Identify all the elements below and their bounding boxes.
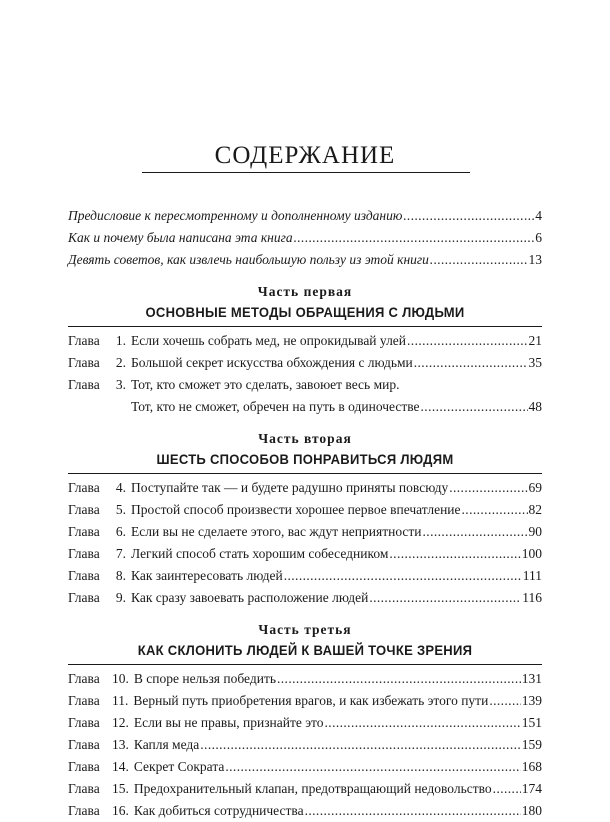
chapter-number: 6. [115, 524, 126, 539]
chapter-body [131, 477, 542, 499]
preface-entry[interactable] [68, 249, 542, 271]
page-number: 35 [528, 355, 542, 370]
page-number: 90 [528, 524, 542, 539]
chapter-label: Глава [68, 546, 100, 561]
page-number: 69 [528, 480, 542, 495]
chapter-number: 3. [115, 377, 126, 392]
chapter-body [134, 734, 542, 756]
chapter-number: 9. [115, 590, 126, 605]
chapter-title: Легкий способ стать хорошим собеседником [131, 546, 389, 561]
chapter-body [134, 712, 542, 734]
chapter-row[interactable] [68, 712, 542, 734]
chapter-label: Глава [68, 355, 100, 370]
part-section [68, 430, 542, 609]
page-number: 21 [528, 333, 542, 348]
chapter-body [131, 330, 542, 352]
chapter-title: В споре нельзя победить [133, 671, 276, 686]
chapter-entry[interactable] [131, 521, 542, 543]
dot-leader [389, 543, 520, 565]
chapter-row[interactable] [68, 477, 542, 499]
chapter-title: Секрет Сократа [133, 759, 225, 774]
chapter-row[interactable] [68, 352, 542, 374]
part-title: КАК СКЛОНИТЬ ЛЮДЕЙ К ВАШЕЙ ТОЧКЕ ЗРЕНИЯ [137, 642, 473, 658]
chapter-number: 14. [112, 759, 129, 774]
chapter-row[interactable] [68, 499, 542, 521]
chapter-label: Глава [68, 671, 100, 686]
parts-list [68, 283, 542, 822]
dot-leader [225, 756, 520, 778]
part-title: ОСНОВНЫЕ МЕТОДЫ ОБРАЩЕНИЯ С ЛЮДЬМИ [145, 304, 465, 320]
chapter-body [133, 690, 542, 712]
chapter-label: Глава [68, 333, 100, 348]
chapter-number: 15. [112, 781, 129, 796]
chapter-number: 1. [115, 333, 126, 348]
chapter-number: 8. [115, 568, 126, 583]
chapter-label: Глава [68, 502, 100, 517]
chapter-label: Глава [68, 377, 100, 392]
chapter-title: Если вы не правы, признайте это [133, 715, 324, 730]
chapter-title: Если вы не сделаете этого, вас ждут неприятности [131, 524, 422, 539]
chapter-title: Как добиться сотрудничества [133, 803, 304, 818]
dot-leader [325, 712, 521, 734]
dot-leader [462, 499, 528, 521]
dot-leader [294, 227, 535, 249]
chapter-body [131, 543, 542, 565]
chapter-row[interactable] [68, 668, 542, 690]
dot-leader [423, 521, 528, 543]
chapter-row[interactable] [68, 734, 542, 756]
page-number: 111 [522, 568, 542, 583]
chapter-title-line1: Тот, кто сможет это сделать, завоюет весь мир. [131, 377, 400, 392]
chapter-body [131, 374, 542, 418]
part-divider [68, 473, 542, 474]
page-number: 6 [535, 230, 542, 245]
chapter-entry[interactable] [131, 330, 542, 352]
chapter-entry[interactable] [131, 499, 542, 521]
page-number: 100 [521, 546, 542, 561]
page-number: 139 [521, 693, 542, 708]
part-section [68, 283, 542, 418]
chapter-body [134, 800, 542, 822]
chapter-title: Предохранительный клапан, предотвращающий недовольство [133, 781, 492, 796]
chapter-number: 4. [115, 480, 126, 495]
title-underline [142, 172, 470, 173]
page-number: 48 [528, 399, 542, 414]
chapter-body [131, 521, 542, 543]
chapter-label: Глава [68, 568, 100, 583]
part-label: Часть первая [257, 284, 353, 299]
chapter-entry[interactable] [131, 477, 542, 499]
chapter-title: Большой секрет искусства обхождения с людьми [131, 355, 413, 370]
dot-leader [421, 396, 528, 418]
chapter-number: 16. [112, 803, 129, 818]
dot-leader [489, 690, 520, 712]
dot-leader [305, 800, 521, 822]
chapter-body [134, 756, 542, 778]
page-number: 168 [521, 759, 542, 774]
chapter-body [131, 352, 542, 374]
chapter-entry[interactable] [134, 800, 542, 822]
chapter-number: 13. [112, 737, 129, 752]
page-number: 151 [521, 715, 542, 730]
page-number: 116 [522, 590, 542, 605]
chapter-entry[interactable] [134, 668, 542, 690]
preface-title: Девять советов, как извлечь наибольшую пользу из этой книги [68, 252, 429, 267]
chapter-title: Верный путь приобретения врагов, и как избежать этого пути [133, 693, 489, 708]
part-divider [68, 664, 542, 665]
chapter-label: Глава [68, 524, 100, 539]
chapter-title: Если хочешь собрать мед, не опрокидывай улей [131, 333, 407, 348]
part-divider [68, 326, 542, 327]
dot-leader [284, 565, 522, 587]
chapter-label: Глава [68, 480, 100, 495]
dot-leader [430, 249, 528, 271]
chapter-row[interactable] [68, 565, 542, 587]
part-label: Часть вторая [258, 431, 352, 446]
page-number: 13 [528, 252, 542, 267]
dot-leader [414, 352, 528, 374]
preface-entry[interactable] [68, 227, 542, 249]
chapter-entry[interactable] [134, 734, 542, 756]
chapter-entry[interactable] [131, 587, 542, 609]
chapter-entry[interactable] [133, 690, 542, 712]
chapter-row[interactable] [68, 800, 542, 822]
page-number: 180 [521, 803, 542, 818]
chapter-title: Капля меда [133, 737, 200, 752]
page-number: 131 [521, 671, 542, 686]
preface-title: Предисловие к пересмотренному и дополненному изданию [68, 208, 403, 223]
chapter-entry[interactable] [134, 756, 542, 778]
chapter-entry[interactable] [134, 712, 542, 734]
part-title: ШЕСТЬ СПОСОБОВ ПОНРАВИТЬСЯ ЛЮДЯМ [156, 451, 454, 467]
chapter-title: Простой способ произвести хорошее первое впечатление [131, 502, 461, 517]
page-number: 4 [535, 208, 542, 223]
preface-list [68, 205, 542, 271]
preface-title: Как и почему была написана эта книга [68, 230, 293, 245]
chapter-row[interactable] [68, 756, 542, 778]
chapter-label: Глава [68, 759, 100, 774]
dot-leader [407, 330, 527, 352]
chapter-number: 7. [115, 546, 126, 561]
page-title: СОДЕРЖАНИЕ [214, 142, 396, 169]
chapter-entry[interactable] [131, 396, 542, 418]
dot-leader [369, 587, 521, 609]
chapter-body [131, 499, 542, 521]
chapter-title: Поступайте так — и будете радушно приняты повсюду [131, 480, 449, 495]
chapter-label: Глава [68, 693, 100, 708]
chapter-number: 10. [112, 671, 129, 686]
dot-leader [403, 205, 534, 227]
chapter-body [134, 668, 542, 690]
chapter-title: Как сразу завоевать расположение людей [131, 590, 369, 605]
chapter-row[interactable] [68, 374, 542, 418]
chapter-row[interactable] [68, 521, 542, 543]
chapter-label: Глава [68, 781, 100, 796]
dot-leader [449, 477, 527, 499]
chapter-label: Глава [68, 737, 100, 752]
part-label: Часть третья [258, 622, 352, 637]
chapter-number: 2. [115, 355, 126, 370]
page-number: 82 [528, 502, 542, 517]
page-number: 159 [521, 737, 542, 752]
part-section [68, 621, 542, 822]
chapter-body [131, 565, 542, 587]
dot-leader [277, 668, 521, 690]
toc-content [68, 205, 542, 822]
chapter-label: Глава [68, 803, 100, 818]
page-number: 174 [521, 781, 542, 796]
chapter-row[interactable] [68, 330, 542, 352]
chapter-entry[interactable] [131, 565, 542, 587]
chapter-entry[interactable] [131, 543, 542, 565]
chapter-title: Как заинтересовать людей [131, 568, 283, 583]
chapter-row[interactable] [68, 690, 542, 712]
chapter-number: 5. [115, 502, 126, 517]
chapter-title: Тот, кто не сможет, обречен на путь в одиночестве [131, 399, 420, 414]
chapter-body [131, 587, 542, 609]
chapter-label: Глава [68, 715, 100, 730]
chapter-label: Глава [68, 590, 100, 605]
chapter-row[interactable] [68, 587, 542, 609]
dot-leader [200, 734, 520, 756]
preface-entry[interactable] [68, 205, 542, 227]
chapter-number: 11. [112, 693, 129, 708]
chapter-number: 12. [112, 715, 129, 730]
chapter-entry[interactable] [131, 352, 542, 374]
chapter-row[interactable] [68, 543, 542, 565]
